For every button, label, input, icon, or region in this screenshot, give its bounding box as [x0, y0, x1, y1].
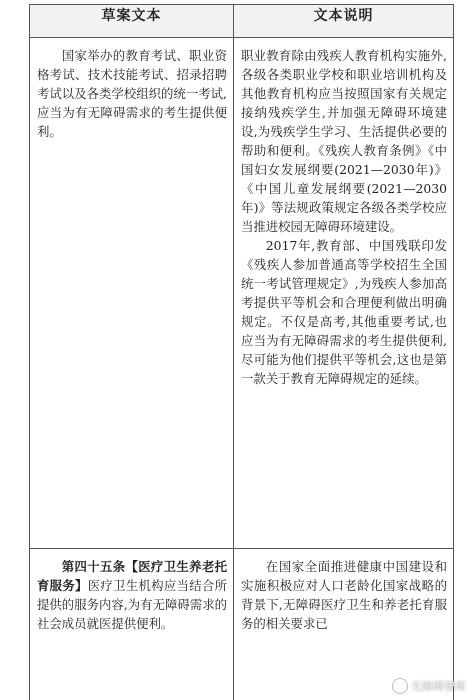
header-explanation: 文本说明 — [234, 5, 454, 38]
watermark — [392, 678, 466, 694]
article-title: 第四十五条【医疗卫生养老托育服务】 — [37, 559, 227, 593]
explanation-paragraph: 职业教育除由残疾人教育机构实施外,各级各类职业学校和职业培训机构及其他教育机构应当按照国家有关规定接纳残疾学生,并加强无障碍环境建设,为残疾学生学习、生活提供必要的帮助和便利。《残疾人教育条例》《中国妇女发展纲要(2021—2030年)》《中国儿童发展纲要(2021—2030年)》等法规政策规定各级各类学校应当推进校园无障碍环境建设。 — [241, 48, 447, 234]
explanation-paragraph: 2017年,教育部、中国残联印发《残疾人参加普通高等学校招生全国统一考试管理规定》,为残疾人参加高考提供平等机会和合理便利做出明确规定。不仅是高考,其他重要考试,也应当为有无障碍需求的考生提供便利,尽可能为他们提供平等机会,这也是第一款关于教育无障碍规定的延续。 — [241, 238, 447, 386]
table-header-row — [30, 5, 454, 38]
article-paragraph — [37, 557, 227, 633]
draft-cell — [30, 549, 234, 700]
watermark-label: 无障碍智库 — [411, 680, 466, 693]
article-text: 医疗卫生机构应当结合所提供的服务内容,为有无障碍需求的社会成员就医提供便利。 — [37, 578, 228, 631]
header-draft-text: 草案文本 — [30, 5, 234, 38]
wechat-avatar-icon — [392, 678, 408, 694]
comparison-table — [29, 4, 454, 700]
table-row — [30, 38, 454, 549]
draft-paragraph: 国家举办的教育考试、职业资格考试、技术技能考试、招录招聘考试以及各类学校组织的统一考试,应当为有无障碍需求的考生提供便利。 — [37, 48, 227, 139]
explanation-paragraph: 在国家全面推进健康中国建设和实施积极应对人口老龄化国家战略的背景下,无障碍医疗卫生和养老托育服务的相关要求已 — [241, 559, 447, 631]
draft-cell — [30, 38, 234, 549]
table-row — [30, 549, 454, 700]
explanation-cell — [234, 38, 454, 549]
